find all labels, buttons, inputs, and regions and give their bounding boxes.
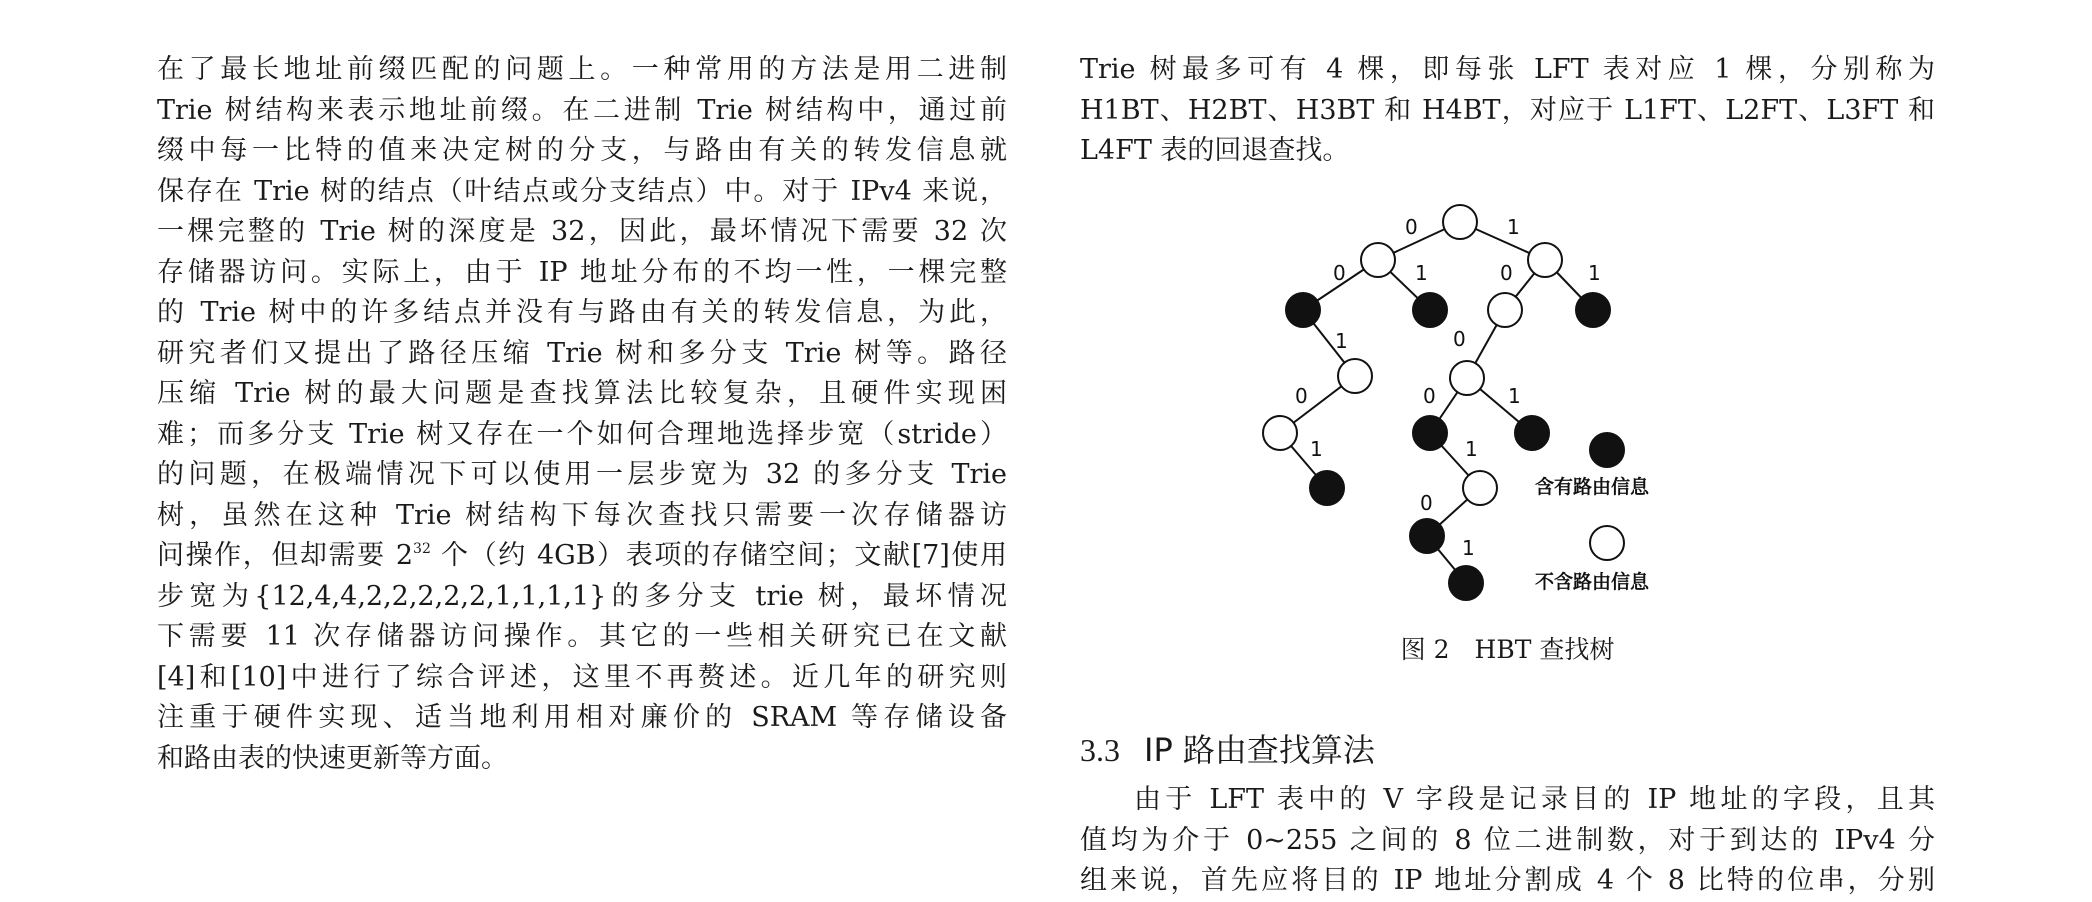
- legend-empty-node: [1590, 526, 1624, 560]
- section-paragraph: [1080, 780, 1935, 902]
- text-line: Trie 树结构来表示地址前缀。在二进制 Trie 树结构中，通过前: [157, 94, 1007, 126]
- figure-caption: 图 2 HBT 查找树: [1400, 635, 1615, 664]
- superscript: 32: [413, 541, 431, 557]
- filled-node: [1515, 416, 1549, 450]
- filled-node: [1413, 293, 1447, 327]
- text-line: 的 Trie 树中的许多结点并没有与路由有关的转发信息，为此，: [157, 297, 1007, 328]
- text-line: [4]和[10]中进行了综合评述，这里不再赘述。近几年的研究则: [157, 661, 1007, 693]
- empty-node: [1463, 471, 1497, 505]
- text-line: 研究者们又提出了路径压缩 Trie 树和多分支 Trie 树等。路径: [157, 337, 1007, 369]
- text-line: 树，虽然在这种 Trie 树结构下每次查找只需要一次存储器访: [157, 499, 1007, 531]
- edge-label-0: 0: [1453, 327, 1466, 351]
- text-line: H1BT、H2BT、H3BT 和 H4BT，对应于 L1FT、L2FT、L3FT 和: [1080, 94, 1935, 126]
- text-line: 由于 LFT 表中的 V 字段是记录目的 IP 地址的字段，且其: [1134, 784, 1935, 815]
- edge-label-0: 0: [1423, 384, 1436, 408]
- empty-node: [1488, 293, 1522, 327]
- edge-label-0: 0: [1420, 491, 1433, 515]
- hbt-tree-diagram: [1255, 198, 1650, 618]
- edge-label-1: 1: [1465, 437, 1478, 461]
- text-line: 缀中每一比特的值来决定树的分支，与路由有关的转发信息就: [157, 135, 1007, 166]
- empty-node: [1450, 361, 1484, 395]
- edge-label-1: 1: [1588, 261, 1601, 285]
- section-title: IP 路由查找算法: [1144, 731, 1375, 769]
- legend-filled-label: 含有路由信息: [1535, 476, 1650, 498]
- text-line: 组来说，首先应将目的 IP 地址分割成 4 个 8 比特的位串，分别: [1080, 865, 1935, 896]
- filled-node: [1310, 471, 1344, 505]
- edge-label-0: 0: [1500, 261, 1513, 285]
- empty-node: [1443, 205, 1477, 239]
- text-line: 值均为介于 0~255 之间的 8 位二进制数，对于到达的 IPv4 分: [1080, 824, 1935, 856]
- filled-node: [1576, 293, 1610, 327]
- text-line: 步宽为{12,4,4,2,2,2,2,2,1,1,1,1}的多分支 trie 树，最坏情况: [157, 580, 1007, 612]
- empty-node: [1263, 416, 1297, 450]
- text-line: 压缩 Trie 树的最大问题是查找算法比较复杂，且硬件实现困: [157, 378, 1007, 409]
- edge-label-1: 1: [1335, 329, 1348, 353]
- section-number: 3.3: [1080, 732, 1120, 768]
- text-line: L4FT 表的回退查找。: [1080, 135, 1350, 166]
- tree-nodes: [1263, 205, 1624, 600]
- legend-filled-node: [1590, 433, 1624, 467]
- edge-label-0: 0: [1295, 384, 1308, 408]
- text-line: 下需要 11 次存储器访问操作。其它的一些相关研究已在文献: [157, 621, 1007, 652]
- filled-node: [1410, 519, 1444, 553]
- text-line: 和路由表的快速更新等方面。: [157, 742, 508, 774]
- empty-node: [1528, 243, 1562, 277]
- text-segment: 问操作，但却需要 2: [157, 540, 414, 571]
- edge-label-1: 1: [1310, 437, 1323, 461]
- text-line: 难；而多分支 Trie 树又存在一个如何合理地选择步宽（stride）: [157, 418, 1007, 450]
- text-line: 一棵完整的 Trie 树的深度是 32，因此，最坏情况下需要 32 次: [157, 216, 1007, 247]
- text-line: 注重于硬件实现、适当地利用相对廉价的 SRAM 等存储设备: [157, 702, 1007, 733]
- edge-label-1: 1: [1507, 215, 1520, 239]
- text-line: 的问题，在极端情况下可以使用一层步宽为 32 的多分支 Trie: [157, 459, 1007, 490]
- text-segment: 个（约 4GB）表项的存储空间；文献[7]使用: [430, 540, 1008, 571]
- edge-label-0: 0: [1405, 215, 1418, 239]
- text-line: 保存在 Trie 树的结点（叶结点或分支结点）中。对于 IPv4 来说，: [157, 175, 1007, 207]
- right-column: [1080, 50, 1935, 172]
- edge-label-1: 1: [1508, 384, 1521, 408]
- empty-node: [1338, 359, 1372, 393]
- edge-label-1: 1: [1462, 536, 1475, 560]
- empty-node: [1361, 243, 1395, 277]
- hbt-tree-figure: [1255, 198, 1650, 618]
- text-line: Trie 树最多可有 4 棵，即每张 LFT 表对应 1 棵，分别称为: [1080, 54, 1935, 85]
- filled-node: [1413, 416, 1447, 450]
- text-line: 存储器访问。实际上，由于 IP 地址分布的不均一性，一棵完整: [157, 256, 1007, 288]
- filled-node: [1286, 293, 1320, 327]
- text-line: 在了最长地址前缀匹配的问题上。一种常用的方法是用二进制: [157, 54, 1007, 85]
- text-line-with-superscript: [157, 536, 1007, 577]
- left-column: [157, 50, 1007, 779]
- filled-node: [1449, 566, 1483, 600]
- section-heading: [1080, 725, 1375, 771]
- edge-label-0: 0: [1333, 261, 1346, 285]
- edge-label-1: 1: [1415, 261, 1428, 285]
- legend-empty-label: 不含路由信息: [1535, 571, 1650, 593]
